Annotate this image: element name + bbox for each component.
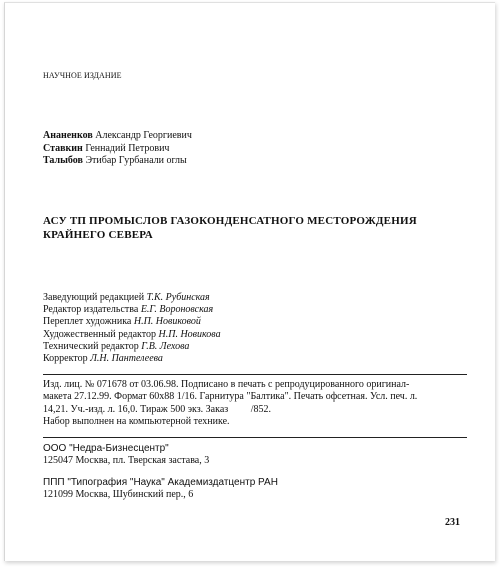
publisher-name: ООО "Недра-Бизнесцентр"	[43, 443, 169, 454]
book-title-line: АСУ ТП ПРОМЫСЛОВ ГАЗОКОНДЕНСАТНОГО МЕСТОРОЖДЕНИЯ	[43, 215, 417, 227]
staff-role: Корректор	[43, 353, 88, 365]
staff-name: Н.П. Новикова	[158, 328, 221, 340]
author-line	[43, 155, 192, 168]
book-title	[43, 214, 417, 242]
author-line	[43, 130, 192, 143]
publisher-block	[43, 443, 209, 468]
author-surname: Ставкин	[43, 142, 83, 154]
printer-address: 121099 Москва, Шубинский пер., 6	[43, 489, 194, 501]
staff-name: Е.Г. Вороновская	[140, 304, 214, 316]
staff-role: Технический редактор	[43, 340, 139, 352]
staff-role: Заведующий редакцией	[43, 292, 145, 303]
print-info-line: 14,21. Уч.-изд. л. 16,0. Тираж 500 экз. Заказ /852.	[43, 403, 271, 415]
edition-type: НАУЧНОЕ ИЗДАНИЕ	[43, 71, 122, 80]
printer-block	[43, 477, 278, 502]
staff-name: Н.П. Новиковой	[133, 316, 201, 328]
print-info-line: макета 27.12.99. Формат 60x88 1/16. Гарнитура "Балтика". Печать офсетная. Усл. печ. л.	[43, 391, 418, 403]
staff-role: Редактор издательства	[43, 304, 139, 316]
editorial-staff	[43, 292, 221, 365]
authors-block	[43, 130, 192, 168]
staff-name: Г.В. Лехова	[141, 340, 190, 352]
author-given-name: Этибар Гурбанали оглы	[85, 155, 187, 167]
staff-line	[43, 329, 221, 341]
print-info	[43, 379, 471, 428]
staff-name: Л.Н. Пантелеева	[90, 353, 163, 365]
author-surname: Талыбов	[43, 155, 83, 167]
divider	[43, 374, 467, 375]
staff-line	[43, 304, 221, 316]
author-line	[43, 143, 192, 156]
print-info-line: Набор выполнен на компьютерной технике.	[43, 415, 230, 427]
staff-line	[43, 292, 221, 304]
author-surname: Ананенков	[43, 130, 93, 141]
publisher-address: 125047 Москва, пл. Тверская застава, 3	[43, 455, 210, 467]
print-info-line: Изд. лиц. № 071678 от 03.06.98. Подписано в печать с репродуцированного оригинал-	[43, 379, 410, 390]
staff-line	[43, 341, 221, 353]
printer-name: ППП "Типография "Наука" Академиздатцентр РАН	[43, 477, 278, 488]
staff-line	[43, 316, 221, 328]
author-given-name: Александр Георгиевич	[95, 130, 192, 141]
staff-role: Художественный редактор	[43, 328, 156, 340]
staff-line	[43, 353, 221, 365]
staff-name: Т.К. Рубинская	[146, 292, 210, 303]
author-given-name: Геннадий Петрович	[85, 142, 170, 154]
staff-role: Переплет художника	[43, 316, 132, 328]
document-page	[4, 2, 495, 561]
divider	[43, 437, 467, 438]
page-number: 231	[445, 517, 460, 528]
book-title-line: КРАЙНЕГО СЕВЕРА	[43, 229, 153, 241]
